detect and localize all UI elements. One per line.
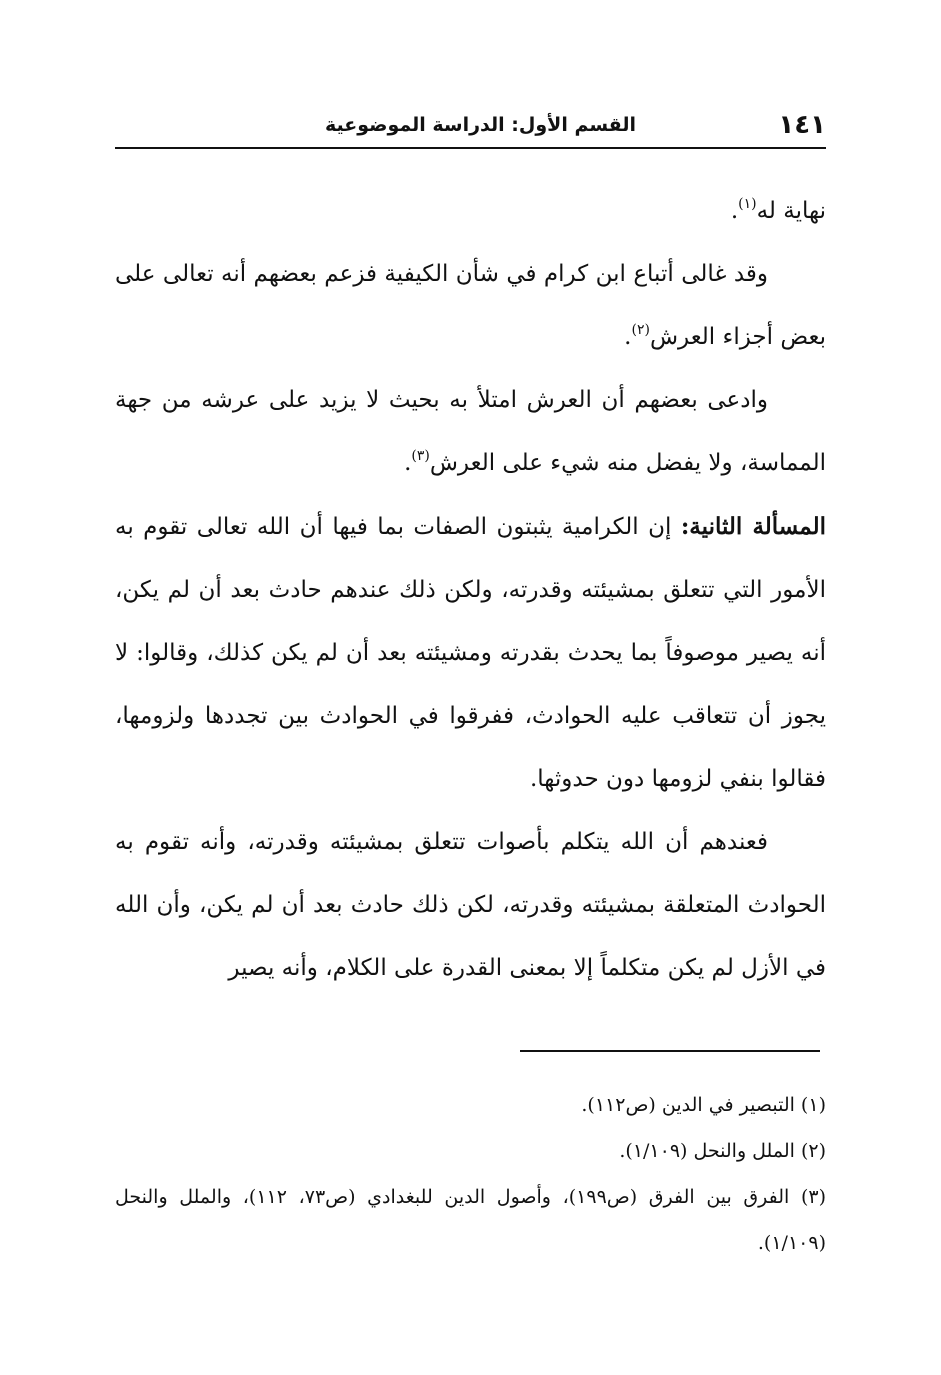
footnote-marker-2: (٢) xyxy=(631,322,650,338)
paragraph-1 xyxy=(115,180,826,243)
paragraph-4 xyxy=(115,495,826,811)
section-heading: المسألة الثانية: xyxy=(680,513,827,540)
header-rule xyxy=(115,147,826,149)
paragraph-3-tail: . xyxy=(404,450,412,476)
footnote-separator xyxy=(520,1050,820,1052)
running-title: القسم الأول: الدراسة الموضوعية xyxy=(324,114,636,136)
paragraph-2-text: وقد غالى أتباع ابن كرام في شأن الكيفية فزعم بعضهم أنه تعالى على بعض أجزاء العرش xyxy=(115,261,826,350)
footnote-3: (٣) الفرق بين الفرق (ص١٩٩)، وأصول الدين للبغدادي (ص٧٣، ١١٢)، والملل والنحل (١/١٠٩). xyxy=(115,1186,827,1254)
footnote-marker-1: (١) xyxy=(738,196,757,212)
paragraph-5 xyxy=(115,811,826,1000)
paragraph-5-text: فعندهم أن الله يتكلم بأصوات تتعلق بمشيئته وقدرته، وأنه تقوم به الحوادث المتعلقة بمشيئته وقدرته، لكن ذلك حادث بعد أن لم يكن، وأن الله في الأزل لم يكن متكلماً إلا بمعنى القدرة على الكلام، وأنه يصير xyxy=(115,829,826,981)
paragraph-3-text: وادعى بعضهم أن العرش امتلأ به بحيث لا يزيد على عرشه من جهة المماسة، ولا يفضل منه شيء على العرش xyxy=(115,387,826,476)
page-number: ١٤١ xyxy=(778,110,826,140)
paragraph-2-tail: . xyxy=(624,324,632,350)
paragraph-4-text: إن الكرامية يثبتون الصفات بما فيها أن الله تعالى تقوم به الأمور التي تتعلق بمشيئته وقدرته، ولكن ذلك عندهم حادث بعد أن لم يكن، أنه يصير موصوفاً بما يحدث بقدرته ومشيئته بعد أن لم يكن كذلك، وقالوا: لا يجوز أن تتعاقب عليه الحوادث، ففرقوا في الحوادث بين تجددها ولزومها، فقالوا بنفي لزومها دون حدوثها. xyxy=(115,514,826,792)
footnote-2: (٢) الملل والنحل (١/١٠٩). xyxy=(619,1140,826,1162)
paragraph-2 xyxy=(115,243,826,369)
footnote-1: (١) التبصير في الدين (ص١١٢). xyxy=(581,1094,826,1116)
paragraph-1-text: نهاية له xyxy=(756,198,826,224)
main-text xyxy=(115,180,826,1000)
footnote-marker-3: (٣) xyxy=(411,448,430,464)
paragraph-1-tail: . xyxy=(730,198,739,224)
paragraph-3 xyxy=(115,369,826,495)
page-header xyxy=(115,108,826,148)
footnotes xyxy=(115,1082,826,1266)
